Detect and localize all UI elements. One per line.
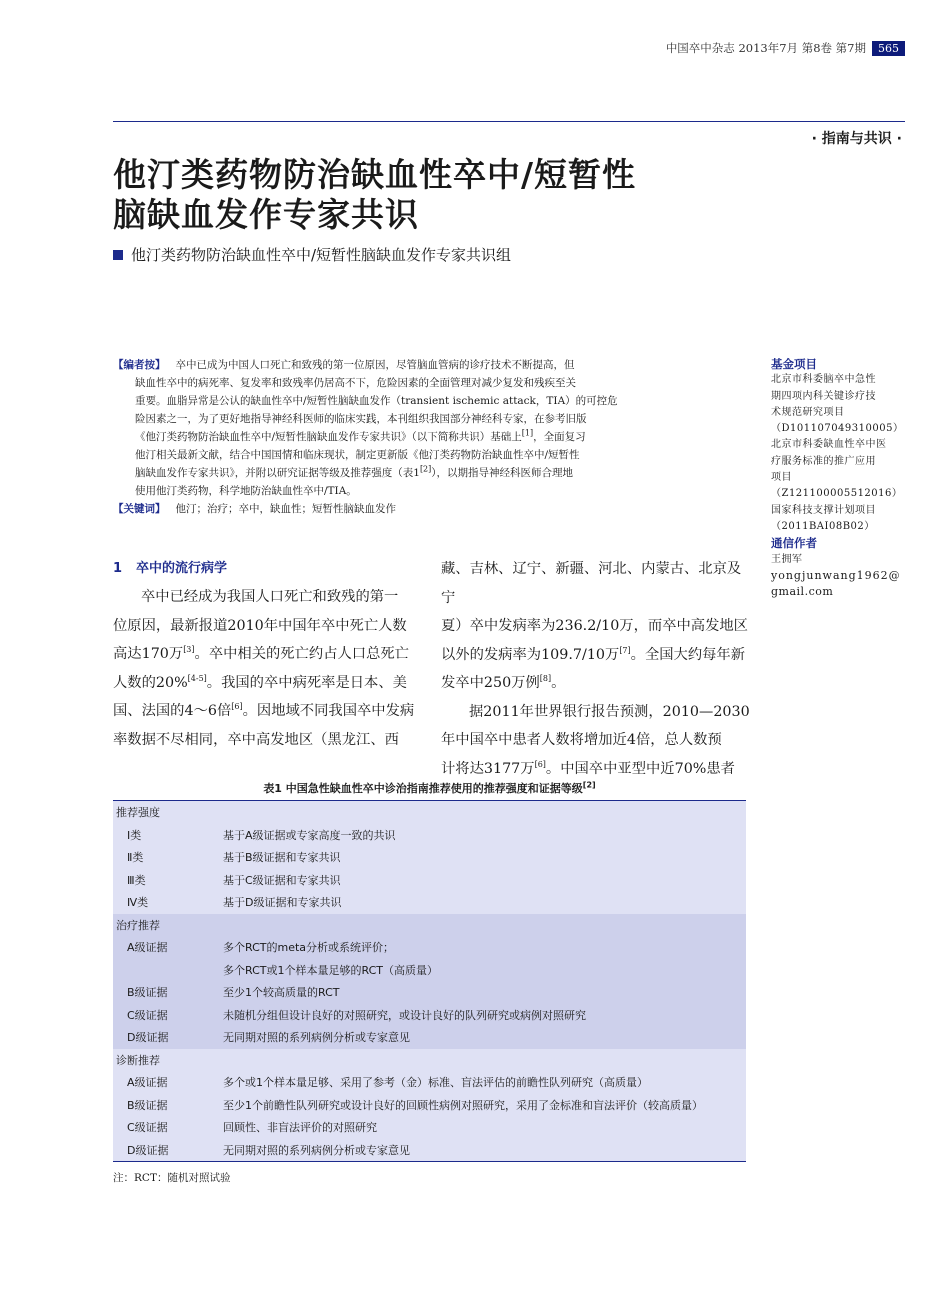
body-line [113, 697, 423, 726]
table-row [113, 1139, 746, 1162]
article-title [113, 155, 636, 235]
fund-line: （2011BAI08B02） [771, 520, 875, 532]
body-text: 。中国卒中亚型中近70%患者 [545, 760, 735, 777]
group-title: 推荐强度 [116, 806, 160, 820]
title-line-1: 他汀类药物防治缺血性卒中/短暂性 [113, 155, 637, 194]
right-column [441, 555, 751, 783]
grade-cell: A级证据 [127, 941, 168, 955]
table-group-head [113, 801, 746, 824]
body-line: 率数据不尽相同，卒中高发地区（黑龙江、西 [113, 731, 399, 748]
keywords-label: 【关键词】 [113, 503, 166, 515]
correspondence-email-domain[interactable]: gmail.com [771, 585, 834, 599]
abstract-line: 《他汀类药物防治缺血性卒中/短暂性脑缺血发作专家共识》（以下简称共识）基础上 [135, 431, 522, 443]
author-name: 他汀类药物防治缺血性卒中/短暂性脑缺血发作专家共识组 [131, 246, 512, 264]
abstract-line: 脑缺血发作专家共识》，并附以研究证据等级及推荐强度（表1 [135, 467, 420, 479]
grade-cell: Ⅰ类 [127, 828, 142, 842]
body-line: 藏、吉林、辽宁、新疆、河北、内蒙古、北京及宁 [441, 561, 742, 606]
abstract-line: ，全面复习 [533, 431, 586, 443]
fund-line: 项目（Z121100005512016） [771, 472, 903, 500]
title-line-2: 脑缺血发作专家共识 [113, 195, 419, 234]
abstract-line: 重要。血脂异常是公认的缺血性卒中/短暂性脑缺血发作（transient ischemic attack，TIA）的可控危 [135, 395, 618, 407]
body-line: 夏）卒中发病率为236.2/10万，而卒中高发地区 [441, 618, 748, 634]
table-group-head [113, 914, 746, 937]
grade-cell: D级证据 [127, 1143, 169, 1157]
body-text: 高达170万 [113, 646, 184, 662]
body-text: 。全国大约每年新 [630, 646, 746, 663]
table-row [113, 1116, 746, 1139]
table-row [113, 1094, 746, 1117]
body-text: 以外的发病率为109.7/10万 [441, 646, 620, 663]
body-text: 计将达3177万 [441, 760, 535, 777]
group-title: 治疗推荐 [116, 918, 160, 932]
section-tag: · 指南与共识 · [811, 131, 902, 147]
desc-cell: 至少1个前瞻性队列研究或设计良好的回顾性病例对照研究，采用了金标准和盲法评价（较高质量） [223, 1098, 703, 1112]
citation-ref[interactable]: [2] [419, 464, 432, 474]
fund-line: 术规范研究项目 [771, 406, 845, 418]
table-caption-text: 表1 中国急性缺血性卒中诊治指南推荐使用的推荐强度和证据等级 [263, 782, 583, 795]
table-caption [113, 780, 746, 796]
grade-cell: Ⅲ类 [127, 873, 146, 887]
fund-line: 北京市科委脑卒中急性 [771, 374, 876, 386]
grade-cell: Ⅱ类 [127, 851, 144, 865]
journal-info: 中国卒中杂志 2013年7月 第8卷 第7期 [665, 41, 866, 55]
grade-cell: A级证据 [127, 1076, 168, 1090]
grade-cell: C级证据 [127, 1121, 168, 1135]
body-text: 人数的20% [113, 674, 188, 691]
evidence-table [113, 800, 746, 1162]
citation-ref[interactable]: [4-5] [187, 673, 207, 683]
grade-cell: Ⅳ类 [127, 896, 149, 910]
abstract-line: 他汀相关最新文献，结合中国国情和临床现状，制定更新版《他汀类药物防治缺血性卒中/短暂性 [135, 449, 580, 461]
desc-cell: 基于B级证据和专家共识 [223, 851, 341, 865]
desc-cell: 基于D级证据和专家共识 [223, 896, 342, 910]
fund-line: 期四项内科关键诊疗技 [771, 390, 876, 402]
left-column [113, 583, 423, 754]
keywords: 他汀；治疗；卒中，缺血性；短暂性脑缺血发作 [175, 503, 396, 515]
editor-note-label: 【编者按】 [113, 359, 166, 371]
citation-ref[interactable]: [3] [183, 645, 195, 655]
body-line [441, 755, 751, 784]
table-group-head [113, 1049, 746, 1072]
fund-line: 国家科技支撑计划项目 [771, 504, 876, 516]
body-text: 发卒中250万例 [441, 675, 540, 691]
header-rule [113, 121, 905, 122]
fund-title: 基金项目 [771, 357, 817, 371]
body-line: 位原因，最新报道2010年中国年卒中死亡人数 [113, 617, 407, 634]
abstract-line: 卒中已成为中国人口死亡和致残的第一位原因，尽管脑血管病的诊疗技术不断提高，但 [175, 359, 575, 371]
desc-cell: 多个RCT的meta分析或系统评价； [223, 941, 395, 955]
grade-cell: B级证据 [127, 986, 168, 1000]
table-row [113, 869, 746, 892]
citation-ref[interactable]: [8] [539, 674, 552, 684]
table-row [113, 824, 746, 847]
grade-cell: D级证据 [127, 1031, 169, 1045]
citation-ref[interactable]: [6] [231, 702, 243, 712]
table-row [113, 959, 746, 982]
citation-ref[interactable]: [7] [619, 645, 631, 655]
table-row [113, 846, 746, 869]
body-text: 。 [551, 675, 566, 691]
desc-cell: 无同期对照的系列病例分析或专家意见 [223, 1031, 410, 1045]
desc-cell: 回顾性、非盲法评价的对照研究 [223, 1121, 377, 1135]
desc-cell: 无同期对照的系列病例分析或专家意见 [223, 1143, 410, 1157]
section-heading [113, 557, 241, 576]
table-row [113, 1071, 746, 1094]
table-group-treatment [113, 914, 746, 1049]
citation-ref[interactable]: [2] [582, 780, 596, 790]
body-line: 年中国卒中患者人数将增加近4倍，总人数预 [441, 732, 722, 748]
author-group [113, 244, 511, 265]
table-row [113, 891, 746, 914]
body-line [441, 669, 751, 698]
desc-cell: 至少1个较高质量的RCT [223, 986, 340, 1000]
body-line [113, 669, 423, 698]
abstract-line: 险因素之一，为了更好地指导神经科医师的临床实践，本刊组织我国部分神经科专家，在参考旧版 [135, 413, 587, 425]
sidebar [771, 356, 911, 600]
body-text: 。卒中相关的死亡约占人口总死亡 [194, 646, 409, 662]
desc-cell: 基于C级证据和专家共识 [223, 873, 341, 887]
abstract-line: ），以期指导神经科医师合理地 [431, 467, 574, 479]
editor-note [113, 356, 658, 518]
table-row [113, 981, 746, 1004]
body-line: 卒中已经成为我国人口死亡和致残的第一 [141, 589, 399, 605]
section-number: 1 [113, 561, 123, 576]
body-line [441, 641, 751, 670]
table-group-recommendation [113, 801, 746, 914]
correspondence-name: 王拥军 [771, 553, 803, 565]
group-title: 诊断推荐 [116, 1053, 160, 1067]
body-line [113, 640, 423, 669]
fund-line: （D101107049310005） [771, 423, 904, 435]
running-head [666, 40, 905, 56]
table-group-diagnosis [113, 1049, 746, 1162]
grade-cell: C级证据 [127, 1008, 168, 1022]
abstract-line: 使用他汀类药物，科学地防治缺血性卒中/TIA。 [135, 485, 357, 497]
correspondence-email[interactable]: yongjunwang1962@ [771, 568, 901, 582]
body-text: 。因地域不同我国卒中发病 [242, 703, 415, 719]
square-bullet-icon [113, 250, 123, 260]
fund-line: 北京市科委缺血性卒中医 [771, 439, 887, 451]
desc-cell: 多个或1个样本量足够、采用了参考（金）标准、盲法评估的前瞻性队列研究（高质量） [223, 1076, 648, 1090]
citation-ref[interactable]: [1] [521, 428, 534, 438]
table-row [113, 936, 746, 959]
body-text: 。我国的卒中病死率是日本、美 [206, 674, 407, 691]
abstract-line: 缺血性卒中的病死率、复发率和致残率仍居高不下，危险因素的全面管理对减少复发和残疾至关 [135, 377, 576, 389]
fund-line: 疗服务标准的推广应用 [771, 455, 876, 467]
citation-ref[interactable]: [6] [534, 759, 546, 769]
desc-cell: 基于A级证据或专家高度一致的共识 [223, 828, 396, 842]
body-text: 国、法国的4～6倍 [113, 703, 232, 719]
body-line: 据2011年世界银行报告预测，2010—2030 [469, 703, 750, 720]
table-note: 注：RCT：随机对照试验 [113, 1172, 231, 1184]
section-title: 卒中的流行病学 [136, 561, 228, 576]
page-number: 565 [872, 41, 905, 56]
table-row [113, 1026, 746, 1049]
correspondence-title: 通信作者 [771, 536, 817, 551]
table-row [113, 1004, 746, 1027]
desc-cell: 未随机分组但设计良好的对照研究，或设计良好的队列研究或病例对照研究 [223, 1008, 586, 1022]
desc-cell: 多个RCT或1个样本量足够的RCT（高质量） [223, 963, 438, 977]
grade-cell: B级证据 [127, 1098, 168, 1112]
